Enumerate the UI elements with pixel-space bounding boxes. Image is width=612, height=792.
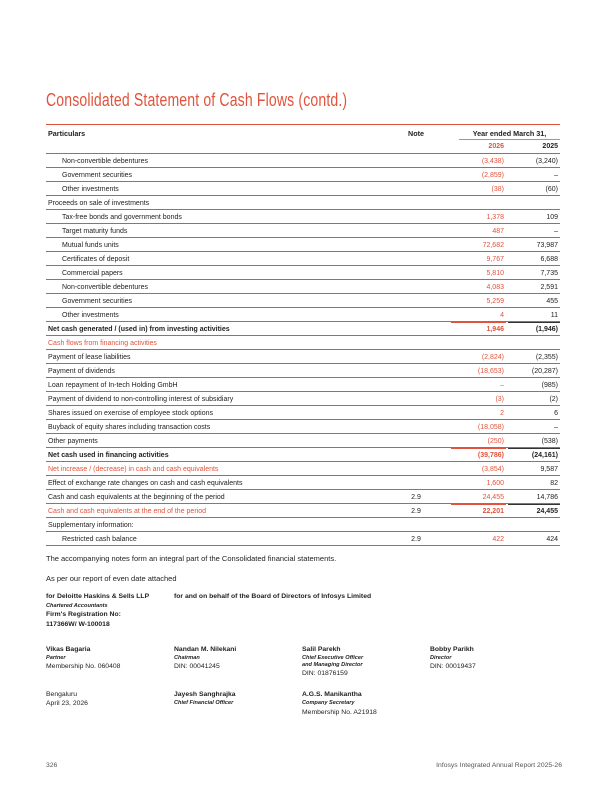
table-header [46, 125, 560, 140]
table-row [46, 153, 560, 167]
row-label: Non-convertible debentures [62, 283, 148, 291]
table-row [46, 461, 560, 475]
value-2026: 22,201 [482, 507, 504, 515]
value-2025: (20,287) [531, 367, 558, 375]
value-2026: 1,946 [486, 325, 504, 333]
row-label: Certificates of deposit [62, 255, 130, 263]
year-2026: 2026 [488, 143, 504, 150]
table-row [46, 517, 560, 531]
value-2026: 422 [492, 535, 504, 543]
value-2026: (39,786) [477, 451, 504, 459]
table-bottom-rule [46, 545, 560, 546]
value-2025: – [554, 227, 558, 235]
page-number: 326 [46, 762, 58, 769]
signatory-name: Vikas Bagaria [46, 646, 91, 653]
value-2025: 11 [550, 311, 558, 319]
cash-flow-table [46, 125, 560, 546]
value-2025: (2) [549, 395, 558, 403]
row-label: Net cash generated / (used in) from investing activities [48, 325, 230, 333]
signatory-role: Chief Executive Officer [302, 655, 364, 661]
table-row [46, 223, 560, 237]
row-note: 2.9 [411, 507, 421, 515]
row-label: Shares issued on exercise of employee stock options [48, 409, 213, 417]
value-2025: 14,786 [536, 493, 558, 501]
table-row [46, 181, 560, 195]
table-row [46, 503, 560, 517]
value-2025: 82 [550, 479, 558, 487]
value-2025: (2,355) [535, 353, 558, 361]
row-label: Other investments [62, 311, 119, 319]
table-row [46, 405, 560, 419]
header-note: Note [408, 129, 424, 138]
auditor-firm: for Deloitte Haskins & Sells LLP [46, 593, 150, 600]
row-label: Commercial papers [62, 269, 123, 277]
table-row [46, 265, 560, 279]
value-2026: 4 [500, 311, 504, 319]
value-2026: (2,824) [481, 353, 504, 361]
subtotal-rule [451, 322, 506, 323]
row-label: Net increase / (decrease) in cash and cash equivalents [48, 465, 219, 473]
registration-label: Firm's Registration No: [46, 611, 121, 618]
table-row [46, 447, 560, 461]
report-line: As per our report of even date attached [46, 574, 177, 583]
value-2025: – [554, 423, 558, 431]
table-row [46, 363, 560, 377]
row-note: 2.9 [411, 493, 421, 501]
value-2026: 5,259 [486, 297, 504, 305]
value-2026: – [500, 381, 504, 389]
page-title: Consolidated Statement of Cash Flows (contd.) [46, 90, 348, 110]
table-row [46, 293, 560, 307]
row-label: Payment of lease liabilities [48, 353, 131, 361]
row-label: Net cash used in financing activities [48, 451, 169, 459]
table-row [46, 377, 560, 391]
value-2025: (985) [541, 381, 558, 389]
row-label: Cash and cash equivalents at the beginning of the period [48, 493, 225, 501]
row-label: Government securities [62, 171, 133, 179]
value-2025: 424 [546, 535, 558, 543]
row-label: Payment of dividends [48, 367, 115, 375]
value-2025: 24,455 [536, 507, 558, 515]
table-row [46, 349, 560, 363]
row-label: Supplementary information: [48, 521, 134, 529]
subtotal-rule [508, 504, 560, 505]
board-line: for and on behalf of the Board of Directors of Infosys Limited [174, 593, 372, 600]
table-row [46, 167, 560, 181]
signatory-name: Nandan M. Nilekani [174, 646, 237, 653]
table-row [46, 209, 560, 223]
value-2025: 6,688 [540, 255, 558, 263]
row-label: Tax-free bonds and government bonds [62, 213, 182, 221]
value-2025: (3,240) [535, 157, 558, 165]
signatory-role: Chairman [174, 655, 200, 661]
date: April 23, 2026 [46, 700, 88, 707]
value-2026: (18,653) [477, 367, 504, 375]
signatory-role-2: and Managing Director [302, 662, 363, 668]
subtotal-rule [508, 322, 560, 323]
value-2026: 1,600 [486, 479, 504, 487]
signatory-name: Salil Parekh [302, 646, 341, 653]
signatory-role: Partner [46, 655, 66, 661]
row-label: Loan repayment of In-tech Holding GmbH [48, 381, 178, 389]
year-2025: 2025 [542, 143, 558, 150]
value-2026: 2 [500, 409, 504, 417]
value-2026: 1,378 [486, 213, 504, 221]
row-label: Target maturity funds [62, 227, 128, 235]
table-row [46, 531, 560, 545]
signatory-id: Membership No. 060408 [46, 663, 121, 670]
value-2026: (250) [487, 437, 504, 445]
signatory-name: Bobby Parikh [430, 646, 474, 653]
value-2026: (2,859) [481, 171, 504, 179]
value-2026: (3,438) [481, 157, 504, 165]
value-2025: 2,591 [540, 283, 558, 291]
value-2025: – [554, 171, 558, 179]
value-2026: 487 [492, 227, 504, 235]
place: Bengaluru [46, 691, 77, 698]
row-note: 2.9 [411, 535, 421, 543]
value-2025: 9,587 [540, 465, 558, 473]
value-2025: (60) [545, 185, 558, 193]
signatory-id: DIN: 00019437 [430, 663, 476, 670]
signatory-role: Director [430, 655, 452, 661]
signatory-id: Membership No. A21918 [302, 709, 377, 716]
table-row [46, 335, 560, 349]
subtotal-rule [451, 504, 506, 505]
signatory-id: DIN: 01876159 [302, 670, 348, 677]
report-title: Infosys Integrated Annual Report 2025-26 [436, 762, 562, 769]
table-row [46, 321, 560, 335]
subtotal-rule [508, 448, 560, 449]
table-row [46, 279, 560, 293]
value-2025: (538) [541, 437, 558, 445]
value-2026: 72,682 [482, 241, 504, 249]
value-2026: 9,767 [486, 255, 504, 263]
value-2026: (18,058) [477, 423, 504, 431]
signatory-id: DIN: 00041245 [174, 663, 220, 670]
value-2026: (38) [491, 185, 504, 193]
value-2025: 7,735 [540, 269, 558, 277]
value-2025: 455 [546, 297, 558, 305]
value-2026: 5,810 [486, 269, 504, 277]
row-label: Non-convertible debentures [62, 157, 148, 165]
row-label: Proceeds on sale of investments [48, 199, 150, 207]
value-2025: 73,987 [536, 241, 558, 249]
row-label: Other payments [48, 437, 98, 445]
row-label: Mutual funds units [62, 241, 119, 249]
value-2026: 4,083 [486, 283, 504, 291]
row-label: Effect of exchange rate changes on cash and cash equivalents [48, 479, 243, 487]
header-particulars: Particulars [48, 129, 86, 138]
registration-number: 117366W/ W-100018 [46, 621, 110, 628]
table-row [46, 251, 560, 265]
subtotal-rule [451, 448, 506, 449]
value-2026: (3,854) [481, 465, 504, 473]
table-row [46, 391, 560, 405]
row-label: Restricted cash balance [62, 535, 137, 543]
table-row [46, 195, 560, 209]
value-2026: (3) [495, 395, 504, 403]
table-row [46, 307, 560, 321]
table-row [46, 237, 560, 251]
signatory-role: Chief Financial Officer [174, 700, 234, 706]
table-row [46, 489, 560, 503]
value-2026: 24,455 [482, 493, 504, 501]
auditor-firm-sub: Chartered Accountants [46, 603, 108, 609]
signatory-role: Company Secretary [302, 700, 355, 706]
row-label: Cash flows from financing activities [48, 339, 157, 347]
row-label: Government securities [62, 297, 133, 305]
signatory-name: A.G.S. Manikantha [302, 691, 362, 698]
table-body [46, 153, 560, 545]
value-2025: (24,161) [531, 451, 558, 459]
table-row [46, 419, 560, 433]
value-2025: (1,946) [535, 325, 558, 333]
value-2025: 109 [546, 213, 558, 221]
table-row [46, 433, 560, 447]
row-label: Other investments [62, 185, 119, 193]
notes-line: The accompanying notes form an integral part of the Consolidated financial statements. [46, 554, 337, 563]
table-row [46, 475, 560, 489]
header-year-ended: Year ended March 31, [472, 129, 547, 138]
row-label: Payment of dividend to non-controlling interest of subsidiary [48, 395, 234, 403]
row-label: Cash and cash equivalents at the end of the period [48, 507, 206, 515]
signatory-name: Jayesh Sanghrajka [174, 691, 236, 698]
year-columns [46, 140, 560, 153]
row-label: Buyback of equity shares including transaction costs [48, 423, 211, 431]
value-2025: 6 [554, 409, 558, 417]
